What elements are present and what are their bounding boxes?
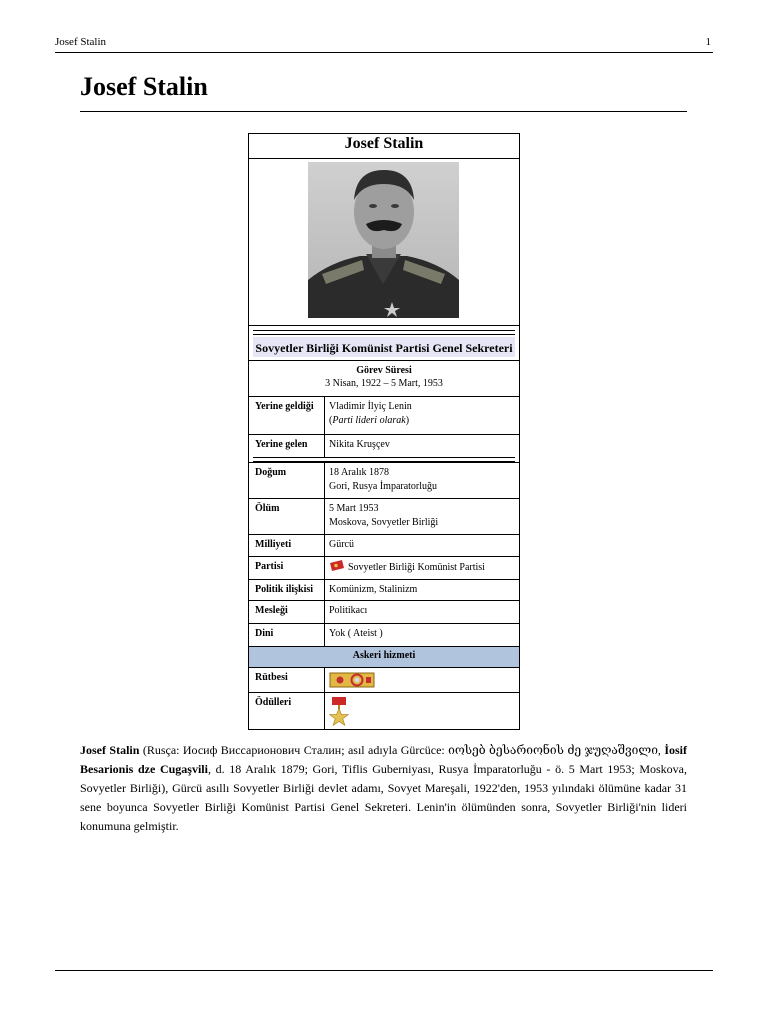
- birth-place[interactable]: Gori, Rusya İmparatorluğu: [329, 481, 438, 492]
- term-block: [249, 360, 519, 396]
- label-successor: Yerine gelen: [249, 435, 325, 457]
- label-rank: Rütbesi: [249, 668, 325, 692]
- military-service-heading: Askeri hizmeti: [249, 646, 519, 667]
- value-party[interactable]: Sovyetler Birliği Komünist Partisi: [348, 562, 485, 573]
- birth-date: 18 Aralık 1878: [329, 467, 389, 478]
- value-predecessor[interactable]: Vladimir İlyiç Lenin: [329, 401, 412, 412]
- article-title: Josef Stalin: [80, 72, 208, 101]
- portrait-photo-icon: [308, 162, 459, 318]
- value-nationality[interactable]: Gürcü: [329, 539, 354, 550]
- running-header-title: Josef Stalin: [55, 36, 107, 48]
- office-title: Sovyetler Birliği Komünist Partisi Genel Sekreteri: [253, 337, 515, 357]
- title-underline: [80, 111, 687, 112]
- lead-text-part-1: (Rusça: Иосиф Виссарионович Сталин; asıl adıyla Gürcüce: იოსებ ბესარიონის ძე ჯუღაშვილი,: [139, 743, 665, 757]
- term-dates: 3 Nisan, 1922 – 5 Mart, 1953: [325, 378, 443, 389]
- value-profession[interactable]: Politikacı: [329, 605, 368, 616]
- row-successor: [249, 434, 519, 457]
- row-profession: [249, 600, 519, 623]
- page-number: 1: [705, 36, 711, 48]
- infobox: [248, 133, 520, 730]
- label-predecessor: Yerine geldiği: [249, 397, 325, 434]
- row-nationality: [249, 534, 519, 556]
- value-religion[interactable]: Yok ( Ateist ): [329, 628, 383, 639]
- row-awards: [249, 692, 519, 729]
- infobox-photo-cell: [249, 159, 519, 326]
- running-header: [55, 36, 713, 53]
- infobox-title: Josef Stalin: [249, 134, 519, 159]
- lead-text-part-2: , d. 18 Aralık 1879; Gori, Tiflis Guberniyası, Rusya İmparatorluğu - ö. 5 Mart 1953; Moskova, Sovyetler Birliği), Gürcü asıllı Sovyetler Birliği devlet adamı, Sovyet Mareşali, 1922'den, 1953 yılındaki ölümüne kadar 31 sene boyunca Sovyetler Birliği Komünist Partisi Genel Sekreteri. Lenin'in ölümünden sonra, Sovyetler Birliği'nin lideri konumuna gelmiştir.: [80, 762, 687, 833]
- label-religion: Dini: [249, 624, 325, 646]
- value-successor[interactable]: Nikita Kruşçev: [329, 439, 390, 450]
- label-awards: Ödülleri: [249, 693, 325, 729]
- row-party: [249, 556, 519, 579]
- article-lead-paragraph: [80, 741, 687, 836]
- section-divider: [253, 330, 515, 335]
- label-birth: Doğum: [249, 463, 325, 498]
- party-flag-icon: [329, 560, 345, 571]
- label-affiliation: Politik ilişkisi: [249, 580, 325, 600]
- row-rank: [249, 667, 519, 692]
- lead-subject-name: Josef Stalin: [80, 743, 140, 757]
- label-party: Partisi: [249, 557, 325, 579]
- value-affiliation[interactable]: Komünizm, Stalinizm: [329, 584, 418, 595]
- row-death: [249, 498, 519, 534]
- death-date: 5 Mart 1953: [329, 503, 379, 514]
- hero-star-medal-icon[interactable]: [329, 696, 349, 726]
- label-death: Ölüm: [249, 499, 325, 534]
- row-affiliation: [249, 579, 519, 600]
- row-predecessor: Yerine geldiği Vladimir İlyiç Lenin (Parti lideri olarak): [249, 396, 519, 434]
- row-birth: [249, 462, 519, 498]
- label-nationality: Milliyeti: [249, 535, 325, 556]
- footer-rule: [55, 970, 713, 971]
- row-religion: [249, 623, 519, 646]
- death-place[interactable]: Moskova, Sovyetler Birliği: [329, 517, 439, 528]
- term-heading: Görev Süresi: [356, 365, 412, 376]
- rank-insignia-icon[interactable]: [329, 671, 375, 689]
- label-profession: Mesleği: [249, 601, 325, 623]
- predecessor-note: Parti lideri olarak: [332, 415, 406, 426]
- lead-native-name: İosif Besarionis dze Cugaşvili: [80, 743, 687, 776]
